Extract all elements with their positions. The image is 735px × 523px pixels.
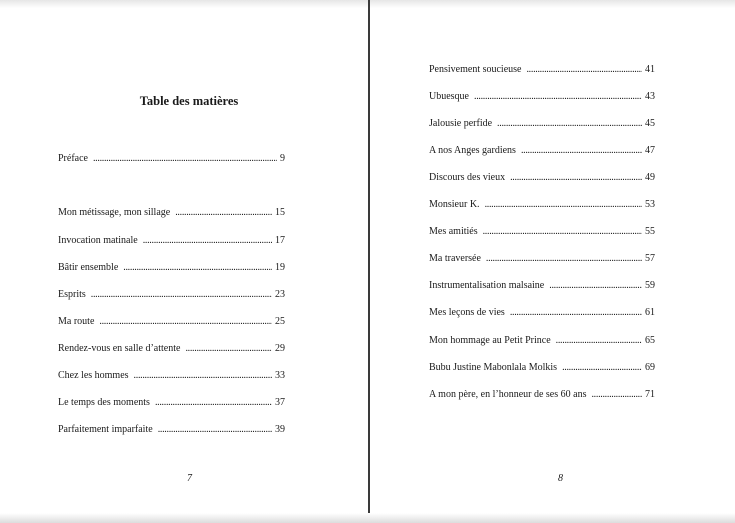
dot-leader (155, 397, 272, 409)
toc-entry-title: Bâtir ensemble (58, 262, 119, 273)
toc-entry[interactable] (58, 343, 285, 355)
dot-leader (134, 370, 272, 382)
toc-entry-title: Monsieur K. (429, 199, 480, 210)
toc-entry[interactable] (429, 145, 655, 157)
dot-leader (510, 172, 642, 184)
toc-entry-page: 65 (645, 335, 655, 346)
toc-entry[interactable] (429, 226, 655, 238)
dot-leader (158, 424, 272, 436)
toc-entry-page: 53 (645, 199, 655, 210)
toc-entry-page: 41 (645, 64, 655, 75)
toc-entry-page: 33 (275, 370, 285, 381)
toc-entry[interactable] (429, 91, 655, 103)
toc-entry[interactable] (58, 370, 285, 382)
toc-entry-title: Bubu Justine Mabonlala Molkis (429, 362, 558, 373)
toc-entry-title: Mes amitiés (429, 226, 478, 237)
dot-leader (123, 262, 272, 274)
toc-entry[interactable] (58, 262, 285, 274)
dot-leader (143, 235, 272, 247)
toc-entry[interactable] (58, 316, 285, 328)
toc-entry-title: Mes leçons de vies (429, 307, 505, 318)
toc-entry-title: Chez les hommes (58, 370, 129, 381)
dot-leader (526, 64, 642, 76)
toc-entry-page: 47 (645, 145, 655, 156)
toc-entry-title: Mon hommage au Petit Prince (429, 335, 551, 346)
toc-entry-title: A nos Anges gardiens (429, 145, 516, 156)
toc-entry[interactable] (429, 389, 655, 401)
toc-heading: Table des matières (139, 94, 239, 108)
toc-entry[interactable] (58, 424, 285, 436)
dot-leader (556, 335, 642, 347)
dot-leader (175, 207, 272, 219)
page-number-left: 7 (187, 473, 192, 484)
toc-entry-page: 55 (645, 226, 655, 237)
toc-entry-title: Pensivement soucieuse (429, 64, 522, 75)
toc-entry[interactable] (58, 289, 285, 301)
toc-entry-title: Mon métissage, mon sillage (58, 207, 171, 218)
toc-entry-page: 45 (645, 118, 655, 129)
toc-entry[interactable] (58, 153, 285, 165)
toc-entry-page: 29 (275, 343, 285, 354)
toc-entry-title: Le temps des moments (58, 397, 150, 408)
toc-entry-title: Invocation matinale (58, 235, 138, 246)
toc-entry-page: 61 (645, 307, 655, 318)
toc-entry[interactable] (429, 307, 655, 319)
toc-entry-title: A mon père, en l’honneur de ses 60 ans (429, 389, 587, 400)
toc-entry-page: 39 (275, 424, 285, 435)
dot-leader (91, 289, 272, 301)
toc-entry-page: 19 (275, 262, 285, 273)
dot-leader (497, 118, 642, 130)
dot-leader (591, 389, 642, 401)
dot-leader (483, 226, 642, 238)
toc-entry-title: Ubuesque (429, 91, 469, 102)
toc-entry[interactable] (429, 64, 655, 76)
toc-entry-page: 57 (645, 253, 655, 264)
bottom-edge-shadow (0, 513, 735, 523)
toc-entry[interactable] (58, 207, 285, 219)
toc-entry-title: Parfaitement imparfaite (58, 424, 153, 435)
toc-entry[interactable] (429, 335, 655, 347)
right-page (370, 0, 735, 523)
toc-entry[interactable] (58, 235, 285, 247)
toc-entry-title: Rendez-vous en salle d’attente (58, 343, 181, 354)
toc-entry-page: 59 (645, 280, 655, 291)
toc-entry-page: 17 (275, 235, 285, 246)
toc-entry-title: Préface (58, 153, 88, 164)
toc-entry-page: 43 (645, 91, 655, 102)
toc-entry-page: 23 (275, 289, 285, 300)
dot-leader (485, 199, 642, 211)
toc-entry-title: Instrumentalisation malsaine (429, 280, 545, 291)
toc-entry[interactable] (429, 362, 655, 374)
toc-entry-page: 69 (645, 362, 655, 373)
dot-leader (510, 307, 642, 319)
toc-entry[interactable] (429, 172, 655, 184)
dot-leader (486, 253, 642, 265)
toc-entry-page: 37 (275, 397, 285, 408)
toc-entry-page: 25 (275, 316, 285, 327)
toc-entry[interactable] (429, 280, 655, 292)
dot-leader (549, 280, 642, 292)
toc-entry-page: 15 (275, 207, 285, 218)
toc-entry-title: Esprits (58, 289, 86, 300)
toc-entry[interactable] (429, 253, 655, 265)
toc-entry-title: Ma traversée (429, 253, 481, 264)
dot-leader (185, 343, 272, 355)
dot-leader (93, 153, 277, 165)
page-number-right: 8 (558, 473, 563, 484)
dot-leader (521, 145, 642, 157)
toc-entry-page: 71 (645, 389, 655, 400)
toc-entry[interactable] (429, 199, 655, 211)
dot-leader (474, 91, 642, 103)
dot-leader (562, 362, 642, 374)
toc-entry-title: Discours des vieux (429, 172, 506, 183)
toc-entry-page: 9 (280, 153, 285, 164)
toc-entry[interactable] (429, 118, 655, 130)
toc-entry-page: 49 (645, 172, 655, 183)
dot-leader (99, 316, 272, 328)
toc-entry[interactable] (58, 397, 285, 409)
toc-entry-title: Jalousie perfide (429, 118, 493, 129)
toc-entry-title: Ma route (58, 316, 95, 327)
